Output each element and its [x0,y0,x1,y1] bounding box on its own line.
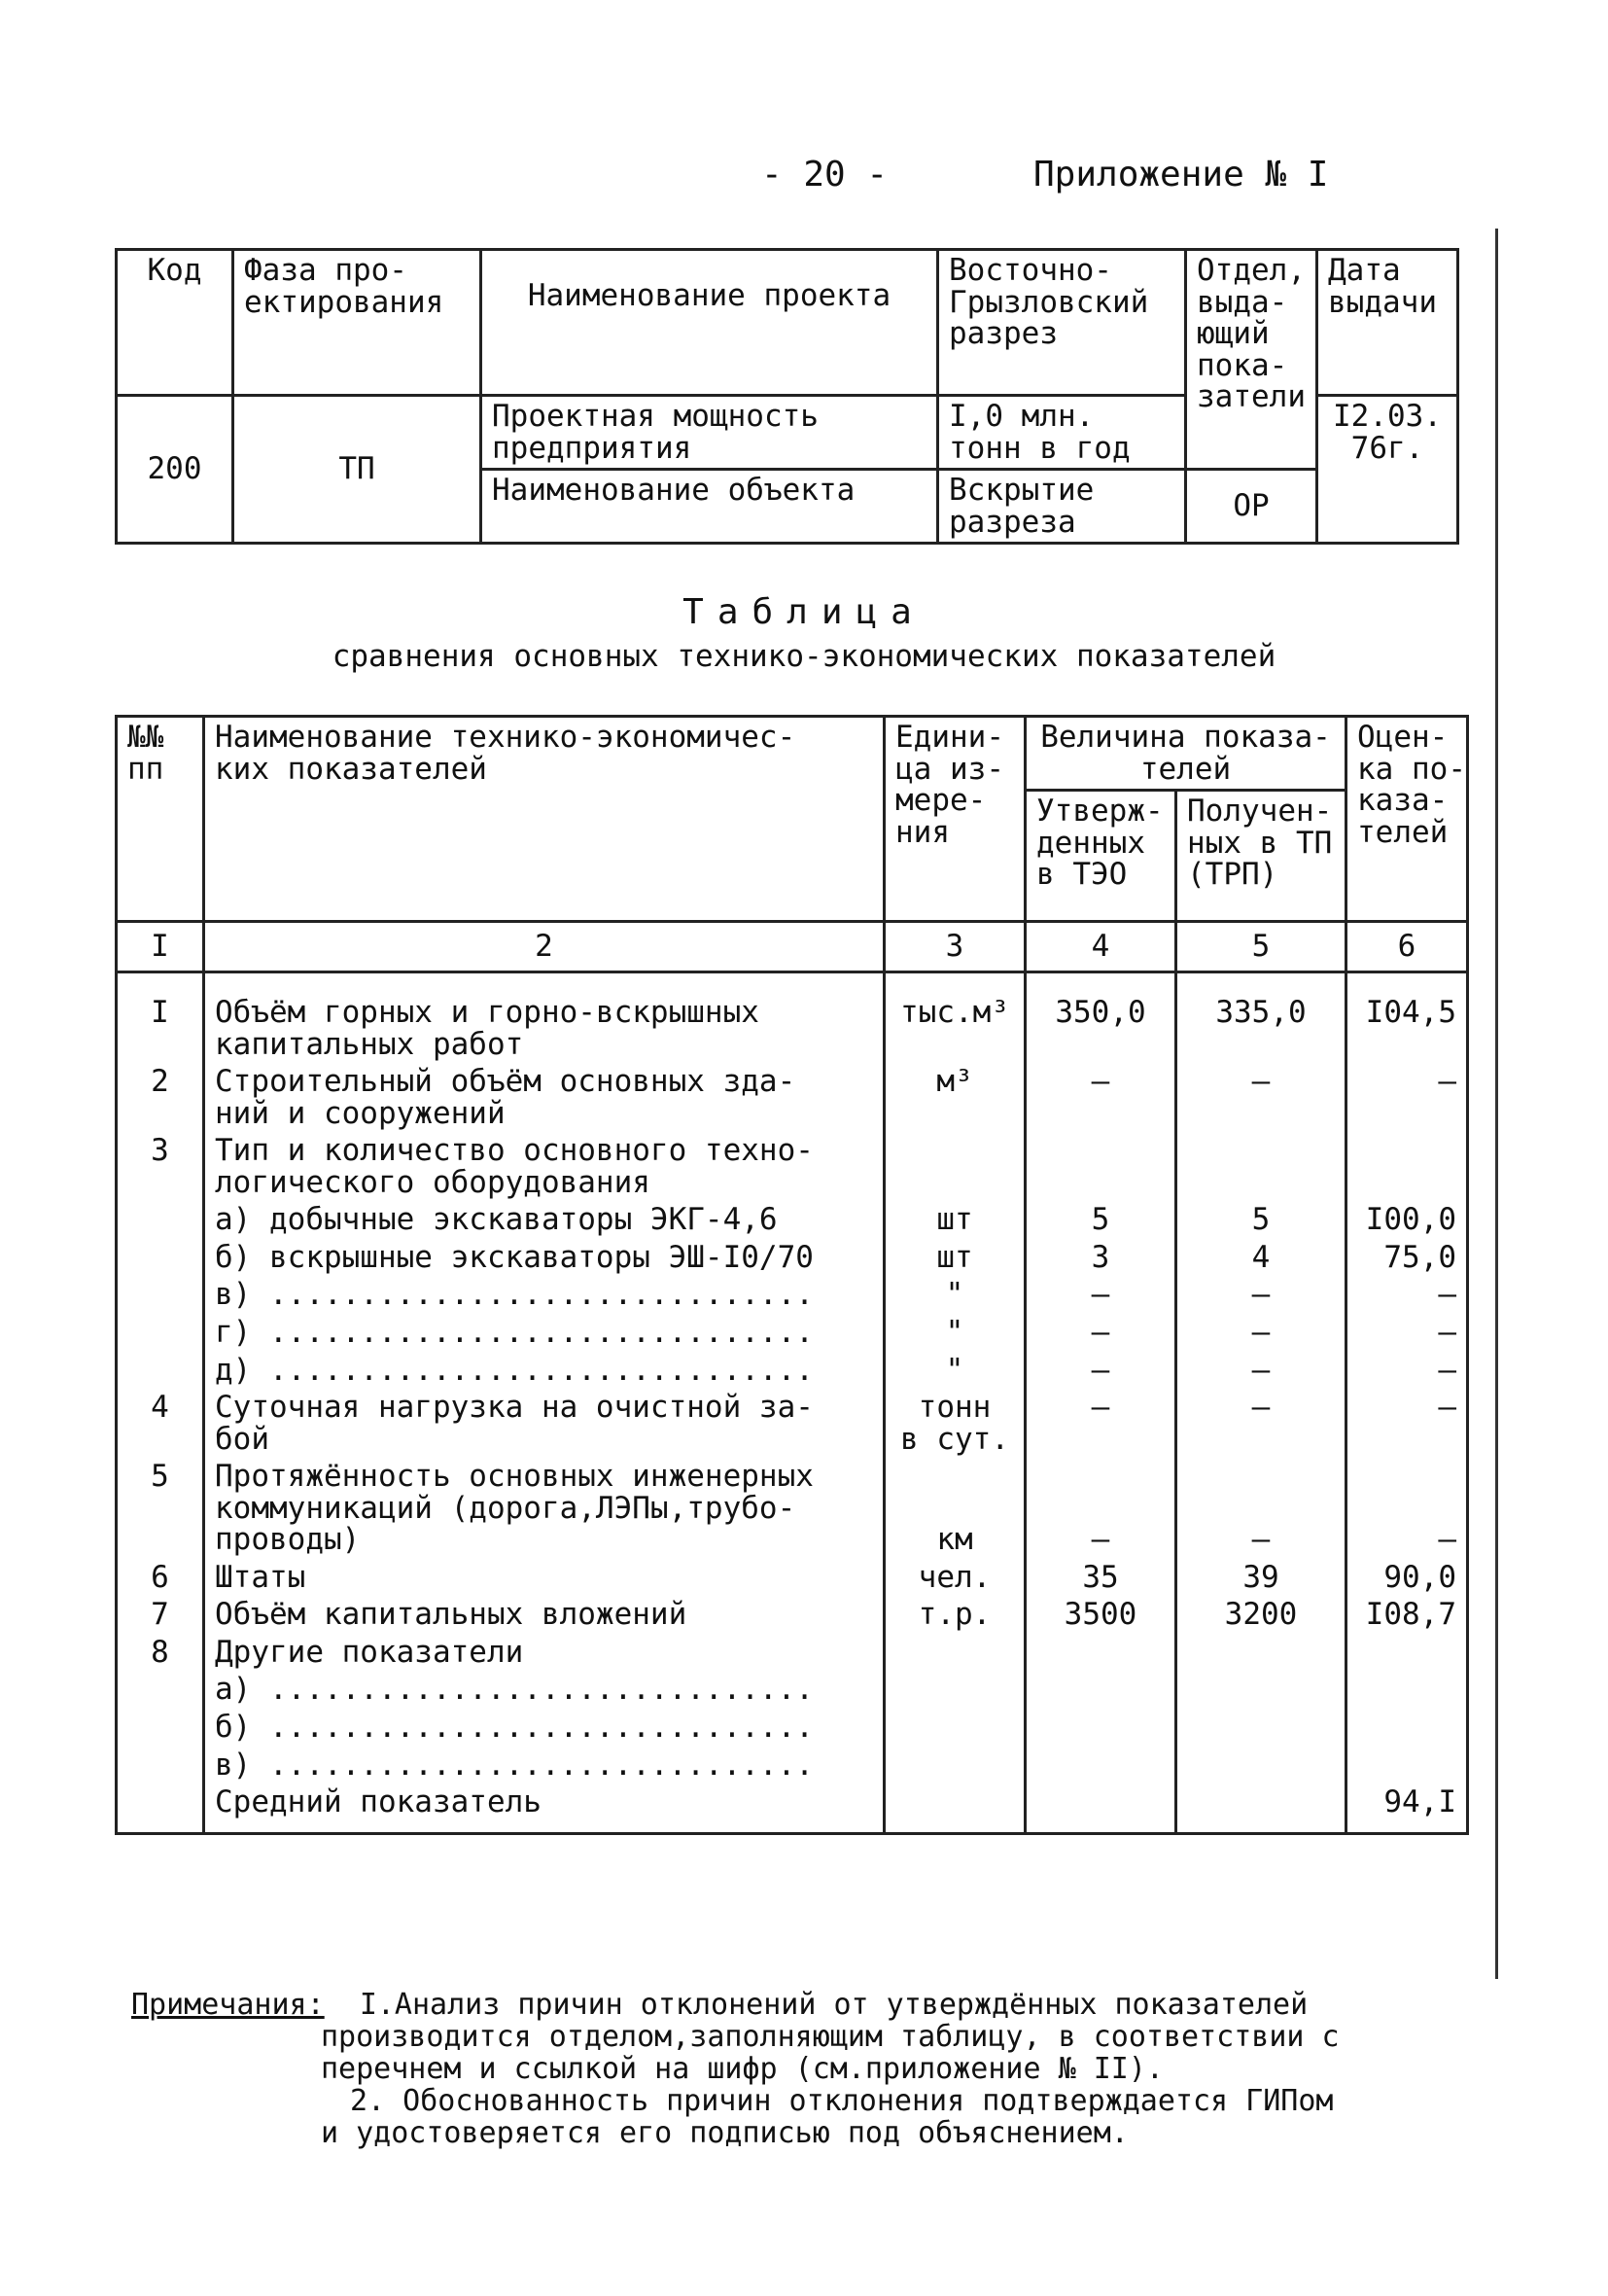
cell-n: 5 [117,1458,204,1559]
cell-name: а) .............................. [204,1671,885,1709]
note1-line2: производится отделом,заполняющим таблицу, в соответствии с [321,2020,1340,2054]
cell-unit [885,1747,1026,1784]
table-row [117,1132,1468,1201]
table-row [117,1201,1468,1239]
cell-name: Другие показатели [204,1634,885,1672]
cell-n [117,1784,204,1833]
header-num: №№ пп [117,717,204,922]
cell-score: – [1346,1314,1468,1352]
cell-name: Средний показатель [204,1784,885,1833]
table-body [117,972,1468,1834]
cell-n: 3 [117,1132,204,1201]
cell-name: Объём капитальных вложений [204,1596,885,1634]
phase-value: ТП [233,396,481,544]
col-number: 6 [1346,922,1468,972]
cell-approved: 3500 [1026,1596,1176,1634]
cell-score: I00,0 [1346,1201,1468,1239]
header-code-label: Код [117,250,233,396]
cell-unit: чел. [885,1559,1026,1597]
cell-name: Суточная нагрузка на очистной за- бой [204,1389,885,1458]
cell-name: а) добычные экскаваторы ЭКГ-4,6 [204,1201,885,1239]
cell-n [117,1201,204,1239]
object-value: Вскрытие разреза [938,470,1186,544]
col-number: 3 [885,922,1026,972]
cell-score [1346,1132,1468,1201]
cell-name: б) вскрышные экскаваторы ЭШ-I0/70 [204,1239,885,1277]
col-number: 2 [204,922,885,972]
cell-n [117,1671,204,1709]
table-row [117,1559,1468,1597]
indicators-table [115,715,1469,1835]
header-approved: Утверж- денных в ТЭО [1026,791,1176,922]
cell-unit: м³ [885,1063,1026,1132]
cell-score: I04,5 [1346,972,1468,1064]
cell-approved: – [1026,1063,1176,1132]
table-row [117,1671,1468,1709]
appendix-label: Приложение № I [1033,155,1329,194]
cell-unit [885,1132,1026,1201]
table-row [117,972,1468,1064]
table-row [117,1634,1468,1672]
table-subtitle: сравнения основных технико-экономических показателей [332,639,1276,674]
cell-obtained: – [1176,1458,1346,1559]
cell-n [117,1276,204,1314]
cell-n: I [117,972,204,1064]
cell-score: 94,I [1346,1784,1468,1833]
col-number: I [117,922,204,972]
cell-score [1346,1709,1468,1747]
cell-approved: – [1026,1352,1176,1390]
header-phase-label: Фаза про- ектирования [233,250,481,396]
cell-obtained [1176,1709,1346,1747]
object-label: Наименование объекта [481,470,938,544]
notes [131,1989,1340,2149]
table-row [117,1784,1468,1833]
cell-n: 2 [117,1063,204,1132]
column-numbers-row [117,922,1468,972]
cell-obtained: 335,0 [1176,972,1346,1064]
cell-n [117,1709,204,1747]
cell-obtained: 4 [1176,1239,1346,1277]
header-value-group: Величина показа- телей [1026,717,1346,791]
cell-unit: " [885,1314,1026,1352]
cell-unit [885,1671,1026,1709]
cell-approved [1026,1747,1176,1784]
cell-name: Объём горных и горно-вскрышных капитальных работ [204,972,885,1064]
cell-approved [1026,1634,1176,1672]
code-value: 200 [117,396,233,544]
cell-n [117,1314,204,1352]
cell-n [117,1352,204,1390]
cell-score: – [1346,1276,1468,1314]
cell-unit [885,1784,1026,1833]
cell-score [1346,1671,1468,1709]
cell-score: I08,7 [1346,1596,1468,1634]
cell-approved: 350,0 [1026,972,1176,1064]
cell-obtained: – [1176,1276,1346,1314]
cell-unit: тонн в сут. [885,1389,1026,1458]
cell-n: 7 [117,1596,204,1634]
cell-obtained: – [1176,1314,1346,1352]
note2-line1: 2. Обоснованность причин отклонения подтверждается ГИПом [350,2084,1334,2118]
cell-unit: " [885,1276,1026,1314]
table-row [117,1709,1468,1747]
margin-line [1495,229,1498,1979]
cell-approved [1026,1132,1176,1201]
cell-approved: – [1026,1314,1176,1352]
cell-score [1346,1747,1468,1784]
header-unit: Едини- ца из- мере- ния [885,717,1026,922]
cell-unit: " [885,1352,1026,1390]
cell-approved [1026,1784,1176,1833]
cell-unit: т.р. [885,1596,1026,1634]
col-number: 4 [1026,922,1176,972]
date-value: I2.03. 76г. [1317,396,1458,544]
header-indicator-name: Наименование технико-экономичес- ких показателей [204,717,885,922]
cell-obtained: – [1176,1063,1346,1132]
capacity-label: Проектная мощность предприятия [481,396,938,470]
header-department-label: Отдел, выда- ющий пока- затели [1186,250,1317,470]
cell-unit: шт [885,1201,1026,1239]
cell-approved: 5 [1026,1201,1176,1239]
table-row [117,1063,1468,1132]
cell-unit: тыс.м³ [885,972,1026,1064]
page-number: - 20 - [761,155,889,194]
capacity-value: I,0 млн. тонн в год [938,396,1186,470]
cell-approved [1026,1671,1176,1709]
cell-score: 75,0 [1346,1239,1468,1277]
cell-unit: км [885,1458,1026,1559]
table-row [117,1596,1468,1634]
cell-name: г) .............................. [204,1314,885,1352]
header-score: Оцен- ка по- каза- телей [1346,717,1468,922]
cell-n [117,1239,204,1277]
cell-obtained: – [1176,1389,1346,1458]
cell-score: 90,0 [1346,1559,1468,1597]
cell-unit [885,1709,1026,1747]
cell-obtained [1176,1671,1346,1709]
cell-n [117,1747,204,1784]
notes-label: Примечания: [131,1988,325,2022]
cell-score [1346,1634,1468,1672]
cell-obtained [1176,1132,1346,1201]
table-row [117,1239,1468,1277]
project-header-table [115,248,1459,545]
table-row [117,1314,1468,1352]
cell-obtained: 39 [1176,1559,1346,1597]
cell-approved: 35 [1026,1559,1176,1597]
table-row [117,1389,1468,1458]
table-row [117,1276,1468,1314]
cell-obtained [1176,1634,1346,1672]
cell-name: б) .............................. [204,1709,885,1747]
cell-score: – [1346,1063,1468,1132]
cell-name: в) .............................. [204,1747,885,1784]
note2-line2: и удостоверяется его подписью под объяснением. [321,2116,1129,2150]
cell-obtained [1176,1747,1346,1784]
cell-approved [1026,1709,1176,1747]
cell-score: – [1346,1389,1468,1458]
cell-obtained: 3200 [1176,1596,1346,1634]
header-project-name-label: Наименование проекта [481,250,938,396]
table-title: Таблица [682,592,926,632]
cell-name: Строительный объём основных зда- ний и сооружений [204,1063,885,1132]
project-name-value: Восточно- Грызловский разрез [938,250,1186,396]
cell-score: – [1346,1352,1468,1390]
note1-line1: I.Анализ причин отклонений от утверждённых показателей [359,1988,1309,2022]
cell-name: в) .............................. [204,1276,885,1314]
header-date-label: Дата выдачи [1317,250,1458,396]
header-obtained: Получен- ных в ТП (ТРП) [1176,791,1346,922]
cell-approved: – [1026,1389,1176,1458]
cell-unit: шт [885,1239,1026,1277]
cell-n: 8 [117,1634,204,1672]
cell-name: Протяжённость основных инженерных коммуникаций (дорога,ЛЭПы,трубо- проводы) [204,1458,885,1559]
cell-obtained: – [1176,1352,1346,1390]
department-value: ОР [1186,470,1317,544]
col-number: 5 [1176,922,1346,972]
cell-name: Тип и количество основного техно- логического оборудования [204,1132,885,1201]
cell-n: 6 [117,1559,204,1597]
table-row [117,1352,1468,1390]
cell-name: д) .............................. [204,1352,885,1390]
cell-unit [885,1634,1026,1672]
cell-obtained [1176,1784,1346,1833]
note1-line3: перечнем и ссылкой на шифр (см.приложение № II). [321,2052,1164,2086]
cell-obtained: 5 [1176,1201,1346,1239]
cell-name: Штаты [204,1559,885,1597]
cell-approved: 3 [1026,1239,1176,1277]
table-row [117,1747,1468,1784]
cell-n: 4 [117,1389,204,1458]
table-row [117,1458,1468,1559]
cell-approved: – [1026,1458,1176,1559]
cell-score: – [1346,1458,1468,1559]
cell-approved: – [1026,1276,1176,1314]
